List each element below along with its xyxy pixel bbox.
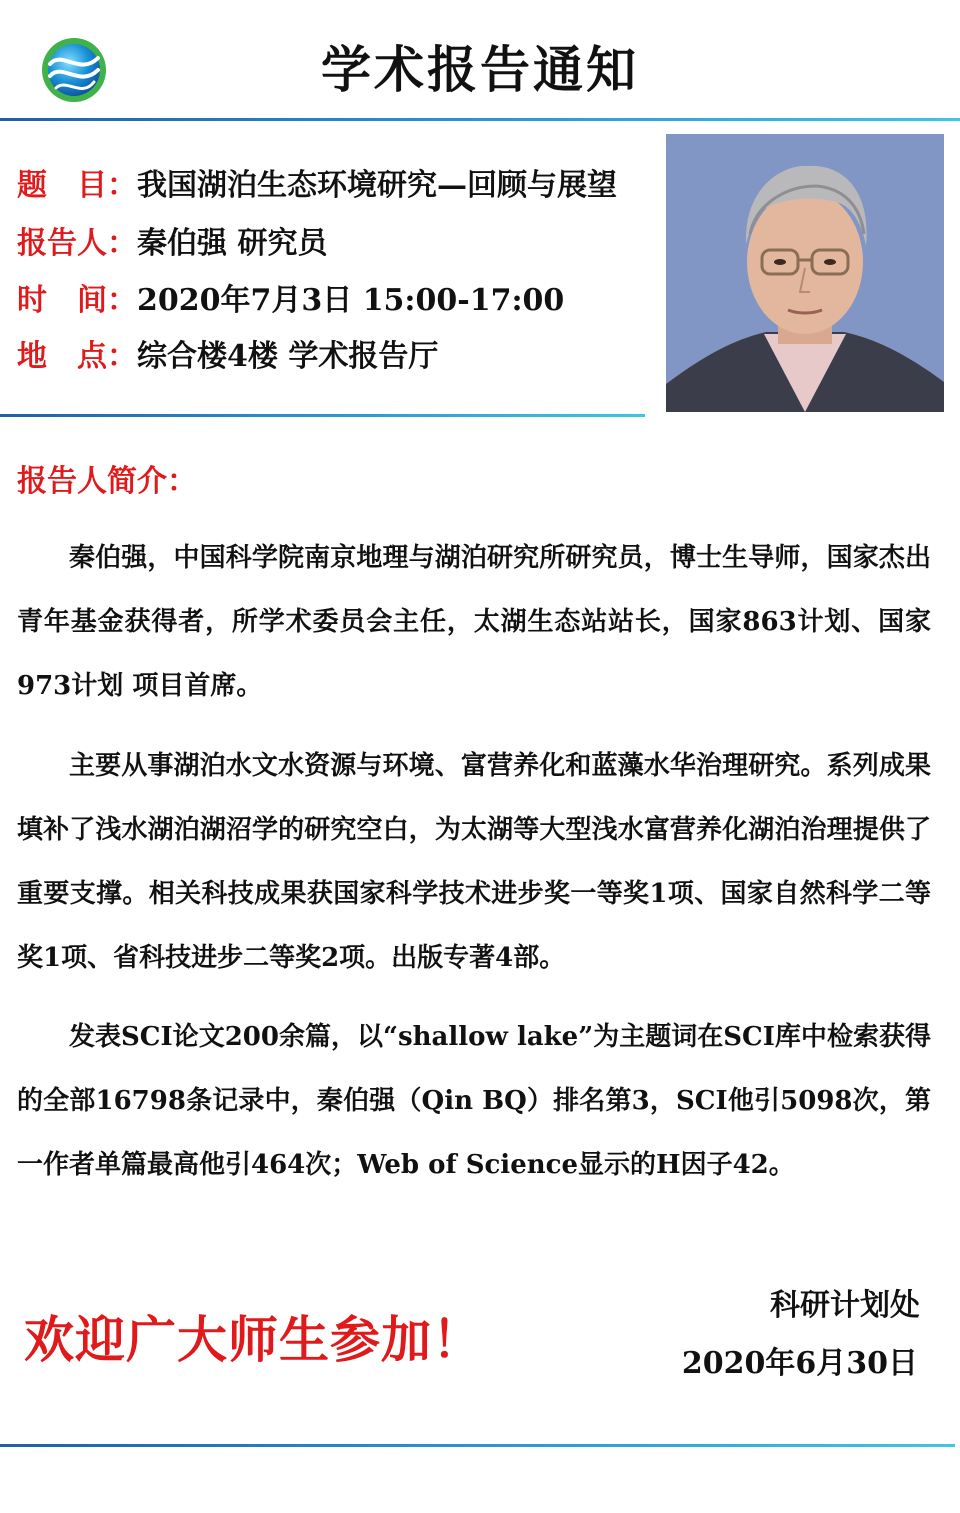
issuing-department: 科研计划处 — [770, 1288, 920, 1323]
bio-paragraph-2: 主要从事湖泊水文水资源与环境、富营养化和蓝藻水华治理研究。系列成果填补了浅水湖泊湖沼学的研究空白，为太湖等大型浅水富营养化湖泊治理提供了重要支撑。相关科技成果获国家科学技术进步奖一等奖1项、国家自然科学二等奖1项、省科技进步二等奖2项。出版专著4部。 — [17, 751, 931, 973]
topic-value: 我国湖泊生态环境研究—回顾与展望 — [137, 168, 617, 203]
speaker-label: 报告人： — [17, 226, 137, 261]
header-divider — [0, 118, 960, 121]
welcome-banner: 欢迎广大师生参加！ — [24, 1311, 483, 1369]
place-label: 地 点： — [17, 339, 137, 374]
bio-heading: 报告人简介： — [17, 464, 197, 499]
bio-paragraph-1: 秦伯强，中国科学院南京地理与湖泊研究所研究员，博士生导师，国家杰出青年基金获得者，所学术委员会主任，太湖生态站站长，国家863计划、国家973计划 项目首席。 — [17, 543, 931, 701]
time-label: 时 间： — [17, 283, 137, 318]
issue-date: 2020年6月30日 — [681, 1346, 918, 1381]
place-row — [17, 337, 438, 377]
info-divider — [0, 414, 645, 417]
place-value: 综合楼4楼 学术报告厅 — [137, 339, 439, 374]
footer-divider — [0, 1444, 955, 1447]
page-title: 学术报告通知 — [321, 41, 639, 99]
topic-label: 题 目： — [17, 168, 137, 203]
topic-row — [17, 166, 617, 206]
bio-paragraph-3: 发表SCI论文200余篇，以“shallow lake”为主题词在SCI库中检索获得的全部16798条记录中，秦伯强（Qin BQ）排名第3，SCI他引5098次，第一作者单篇最高他引464次；Web of Science显示的H因子42。 — [17, 1022, 931, 1180]
speaker-row — [17, 224, 327, 264]
time-row — [17, 281, 564, 321]
speaker-portrait — [666, 134, 944, 412]
time-value: 2020年7月3日 15:00-17:00 — [137, 283, 565, 318]
speaker-value: 秦伯强 研究员 — [137, 226, 328, 261]
